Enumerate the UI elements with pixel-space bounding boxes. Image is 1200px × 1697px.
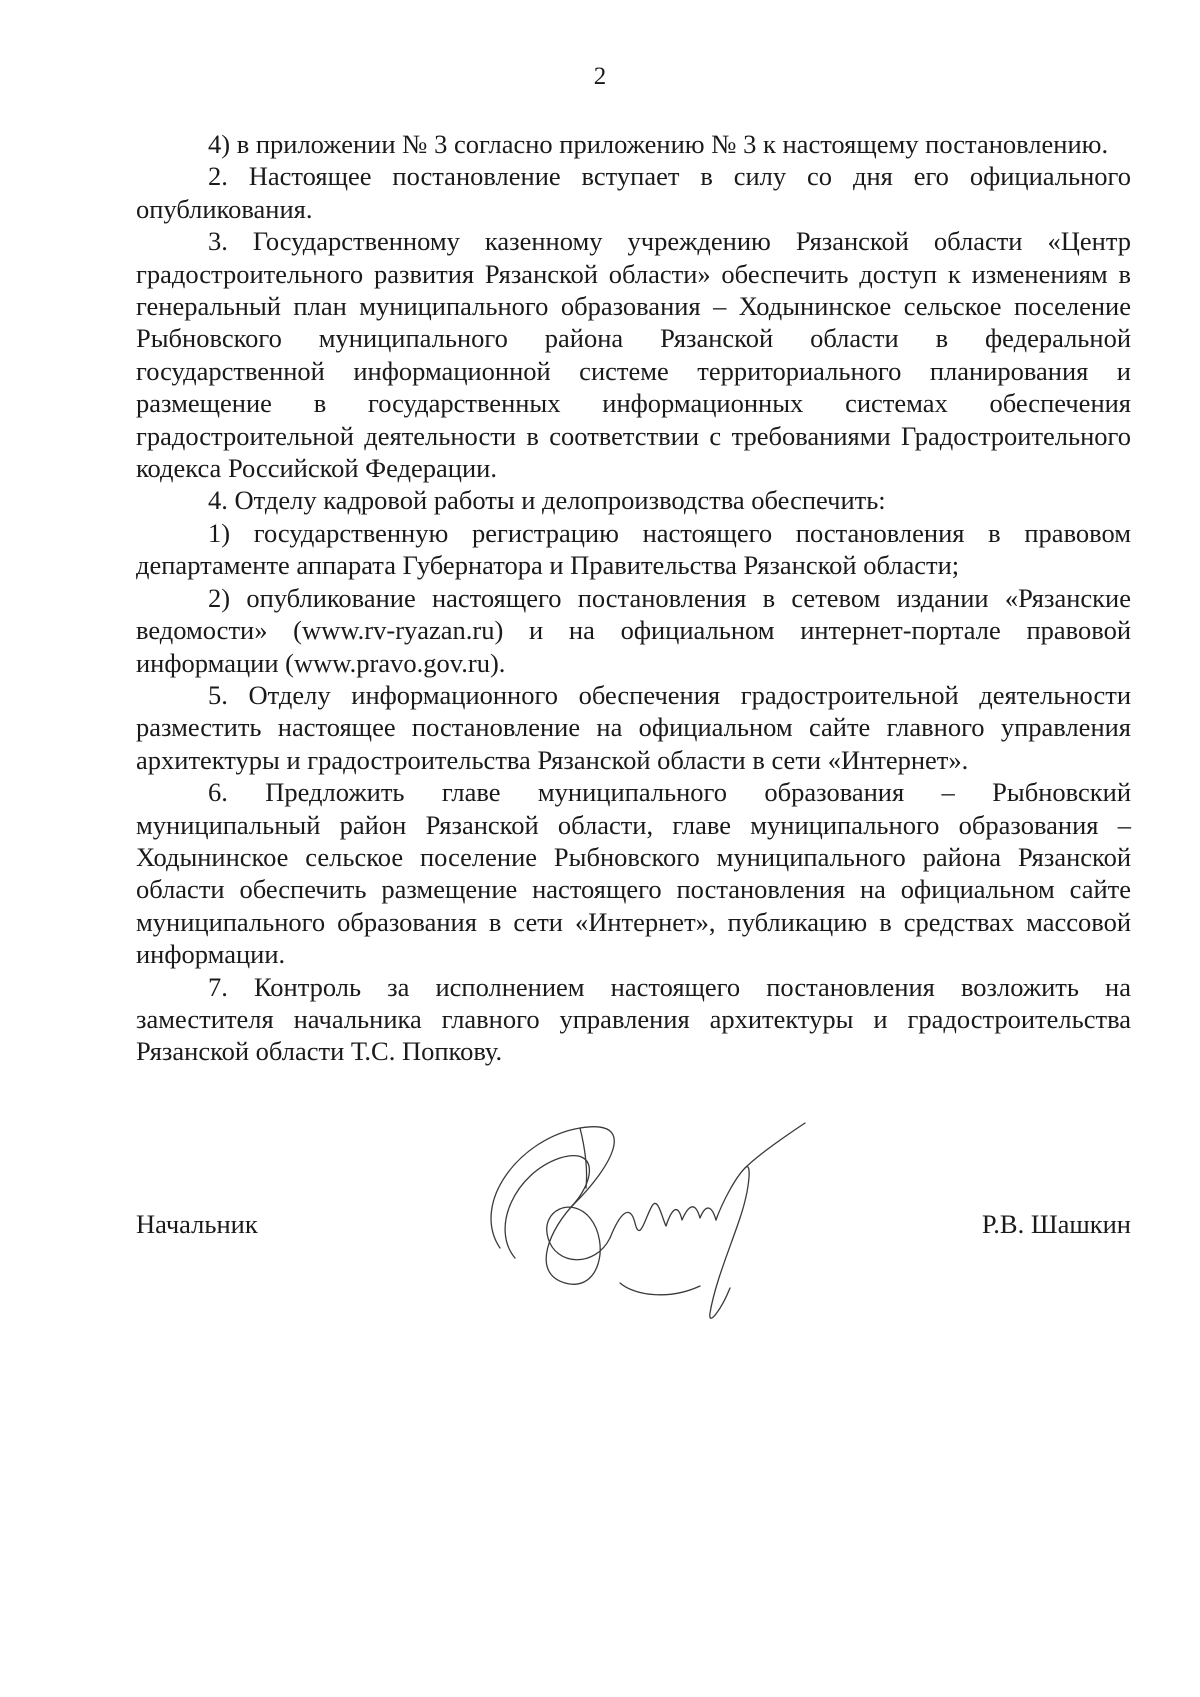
paragraph-2-effective-date: 2. Настоящее постановление вступает в силу со дня его официального опубликования. bbox=[136, 161, 1131, 224]
handwritten-signature bbox=[460, 1108, 820, 1338]
signatory-title: Начальник bbox=[136, 1209, 258, 1239]
paragraph-4-2-publication: 2) опубликование настоящего постановления в сетевом издании «Рязанские ведомости» (www.rv-ryazan.ru) и на официальном интернет-портале правовой информации (www.pravo.gov.ru). bbox=[136, 582, 1131, 678]
signatory-name: Р.В. Шашкин bbox=[981, 1209, 1131, 1239]
paragraph-4-1-registration: 1) государственную регистрацию настоящего постановления в правовом департаменте аппарата Губернатора и Правительства Рязанской области; bbox=[136, 517, 1131, 581]
paragraph-7-control: 7. Контроль за исполнением настоящего постановления возложить на заместителя начальника главного управления архитектуры и градостроительства Рязанской области Т.С. Попкову. bbox=[136, 971, 1131, 1067]
paragraph-item-4-appendix: 4) в приложении № 3 согласно приложению № 3 к настоящему постановлению. bbox=[208, 129, 1109, 159]
paragraph-3-access: 3. Государственному казенному учреждению Рязанской области «Центр градостроительного развития Рязанской области» обеспечить доступ к изменениям в генеральный план муниципального образования – Ходынинское сельское поселение Рыбновского муниципального района Рязанской области в федеральной государственной информационной системе территориального планирования и размещение в государственных информационных системах обеспечения градостроительной деятельности в соответствии с требованиями Градостроительного кодекса Российской Федерации. bbox=[136, 226, 1131, 484]
paragraph-4-hr-department: 4. Отделу кадровой работы и делопроизводства обеспечить: bbox=[208, 485, 886, 516]
paragraph-6-proposal: 6. Предложить главе муниципального образования – Рыбновский муниципальный район Рязанской области, главе муниципального образования – Ходынинское сельское поселение Рыбновского муниципального района Рязанской области обеспечить размещение настоящего постановления на официальном сайте муниципального образования в сети «Интернет», публикацию в средствах массовой информации. bbox=[136, 777, 1131, 970]
paragraph-5-website: 5. Отделу информационного обеспечения градостроительной деятельности разместить настоящее постановление на официальном сайте главного управления архитектуры и градостроительства Рязанской области в сети «Интернет». bbox=[136, 679, 1131, 775]
document-body bbox=[136, 128, 1131, 1068]
page-number: 2 bbox=[593, 63, 607, 90]
